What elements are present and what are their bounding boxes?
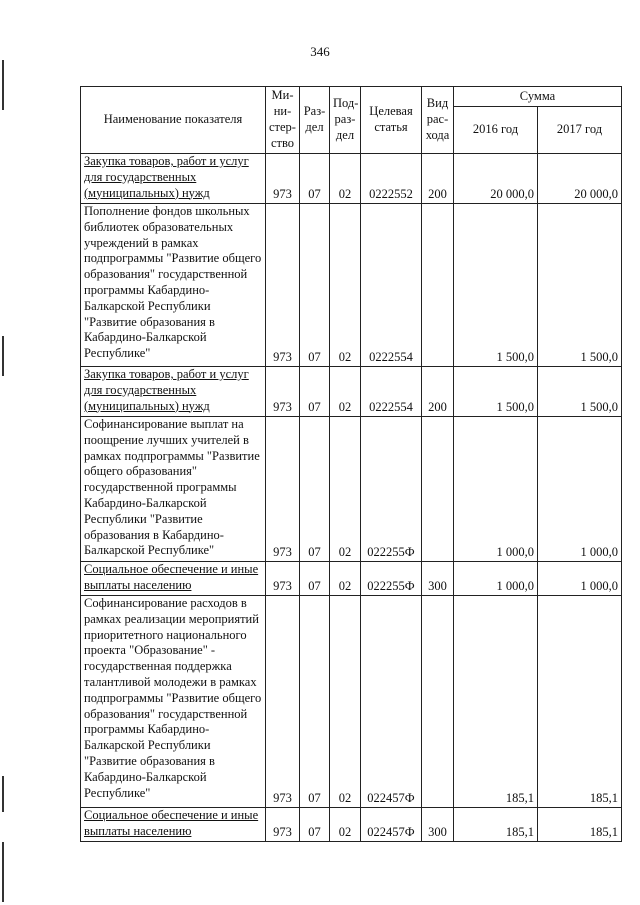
table-row [81,367,622,417]
cell-subsection: 02 [330,808,361,842]
cell-2016: 1 500,0 [454,204,538,367]
table-body [81,154,622,842]
cell-target: 0222554 [361,204,422,367]
header-expense-type: Вид рас-хода [422,87,454,154]
cell-expense-type: 200 [422,154,454,204]
table-header [81,87,622,154]
cell-subsection: 02 [330,204,361,367]
table-row [81,596,622,808]
cell-ministry: 973 [266,367,300,417]
cell-section: 07 [300,204,330,367]
cell-name: Пополнение фондов школьных библиотек образовательных учреждений в рамках подпрограммы "Развитие общего образования" государственной программы Кабардино-Балкарской Республики "Развитие образования в Кабардино-Балкарской Республике" [81,204,266,367]
page-number: 346 [310,44,330,59]
cell-subsection: 02 [330,562,361,596]
table-row [81,808,622,842]
cell-ministry: 973 [266,417,300,562]
cell-name: Закупка товаров, работ и услуг для государственных (муниципальных) нужд [81,154,266,204]
cell-2017: 1 500,0 [538,204,622,367]
cell-expense-type [422,596,454,808]
cell-target: 0222552 [361,154,422,204]
header-sum: Сумма [454,87,622,107]
cell-2017: 1 000,0 [538,562,622,596]
cell-subsection: 02 [330,596,361,808]
cell-expense-type: 200 [422,367,454,417]
header-section: Раз-дел [300,87,330,154]
cell-section: 07 [300,154,330,204]
cell-expense-type [422,204,454,367]
table-row [81,204,622,367]
cell-section: 07 [300,417,330,562]
cell-name: Социальное обеспечение и иные выплаты населению [81,808,266,842]
cell-section: 07 [300,562,330,596]
cell-name: Закупка товаров, работ и услуг для государственных (муниципальных) нужд [81,367,266,417]
cell-target: 022457Ф [361,596,422,808]
cell-expense-type: 300 [422,562,454,596]
cell-target: 0222554 [361,367,422,417]
cell-2017: 185,1 [538,596,622,808]
cell-2016: 20 000,0 [454,154,538,204]
cell-ministry: 973 [266,562,300,596]
budget-table [80,86,622,842]
cell-2016: 185,1 [454,596,538,808]
cell-2016: 1 500,0 [454,367,538,417]
cell-2017: 1 000,0 [538,417,622,562]
header-year-2016: 2016 год [454,107,538,154]
cell-target: 022255Ф [361,417,422,562]
table-row [81,562,622,596]
scan-margin-mark [2,776,4,812]
cell-section: 07 [300,367,330,417]
cell-target: 022255Ф [361,562,422,596]
cell-subsection: 02 [330,154,361,204]
cell-ministry: 973 [266,204,300,367]
cell-section: 07 [300,596,330,808]
cell-2016: 1 000,0 [454,562,538,596]
cell-name: Софинансирование расходов в рамках реализации мероприятий приоритетного национального проекта "Образование" - государственная поддержка талантливой молодежи в рамках подпрограммы "Развитие общего образования" государственной программы Кабардино-Балкарской Республики "Развитие образования в Кабардино-Балкарской Республике" [81,596,266,808]
scan-margin-mark [2,842,4,902]
cell-expense-type: 300 [422,808,454,842]
header-subsection: Под-раз-дел [330,87,361,154]
scan-margin-mark [2,336,4,376]
cell-ministry: 973 [266,154,300,204]
cell-target: 022457Ф [361,808,422,842]
cell-2017: 20 000,0 [538,154,622,204]
cell-2017: 185,1 [538,808,622,842]
header-year-2017: 2017 год [538,107,622,154]
scan-margin-mark [2,60,4,110]
cell-section: 07 [300,808,330,842]
cell-2016: 1 000,0 [454,417,538,562]
cell-subsection: 02 [330,367,361,417]
cell-name: Софинансирование выплат на поощрение лучших учителей в рамках подпрограммы "Развитие общего образования" государственной программы Кабардино-Балкарской Республики "Развитие образования в Кабардино-Балкарской Республике" [81,417,266,562]
header-ministry: Ми-ни-стер-ство [266,87,300,154]
cell-2016: 185,1 [454,808,538,842]
cell-2017: 1 500,0 [538,367,622,417]
header-target: Целевая статья [361,87,422,154]
cell-ministry: 973 [266,596,300,808]
cell-name: Социальное обеспечение и иные выплаты населению [81,562,266,596]
cell-ministry: 973 [266,808,300,842]
table-row [81,154,622,204]
cell-subsection: 02 [330,417,361,562]
cell-expense-type [422,417,454,562]
table-row [81,417,622,562]
header-name: Наименование показателя [81,87,266,154]
